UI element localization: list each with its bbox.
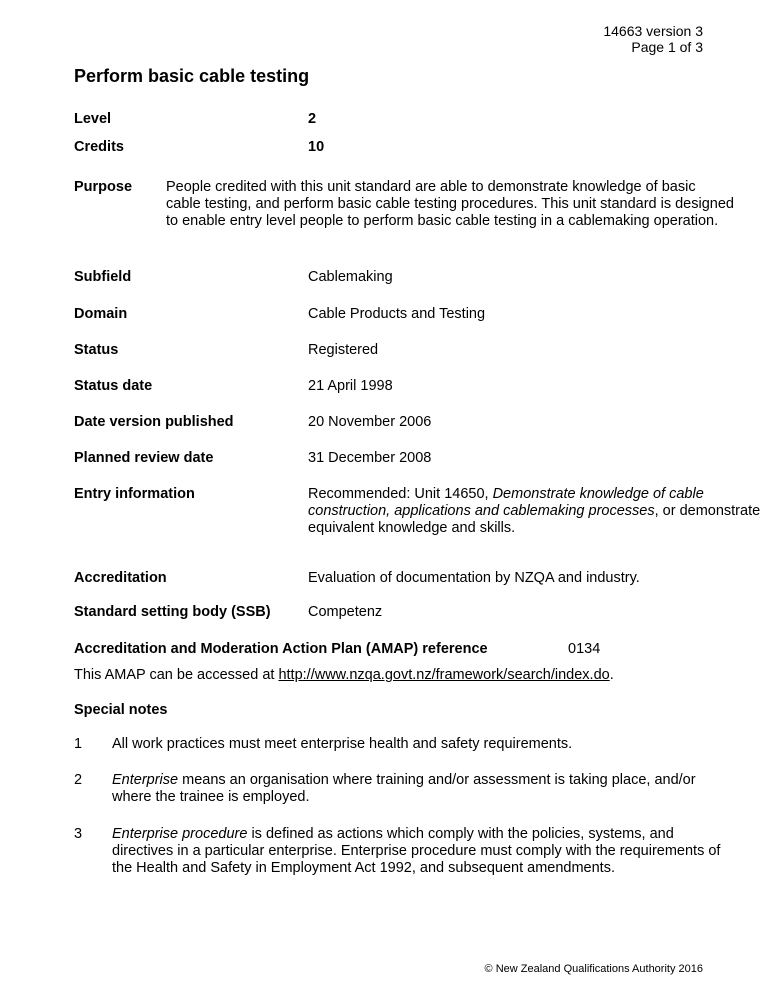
field-label: Domain: [74, 306, 128, 322]
field-value: 21 April 1998: [308, 378, 393, 394]
field-value: Competenz: [308, 604, 383, 620]
field-value: Evaluation of documentation by NZQA and industry.: [308, 570, 640, 586]
amap-link[interactable]: http://www.nzqa.govt.nz/framework/search/index.do: [278, 667, 610, 683]
field-label: Accreditation: [74, 570, 167, 586]
field-label: Date version published: [74, 414, 234, 430]
amap-access-line: [74, 667, 714, 684]
field-value: 2: [308, 111, 317, 127]
field-label: Planned review date: [74, 450, 214, 466]
page-header: [603, 23, 703, 55]
field-label: Level: [74, 111, 112, 127]
copyright-footer: © New Zealand Qualifications Authority 2016: [484, 963, 703, 975]
note-body: means an organisation where training and/or assessment is taking place, and/or where the trainee is employed.: [112, 772, 696, 805]
amap-access-prefix: This AMAP can be accessed at: [74, 667, 279, 683]
note-number: 3: [74, 826, 83, 842]
entry-suffix: , or demonstrate equivalent knowledge and skills.: [308, 503, 761, 536]
field-label: Status: [74, 342, 119, 358]
field-label: Credits: [74, 139, 124, 155]
entry-unit-title: Demonstrate knowledge of cable construction, applications and cablemaking processes: [308, 486, 704, 519]
version-label: 14663 version 3: [603, 23, 703, 39]
note-term: Enterprise: [112, 772, 179, 788]
field-value: 20 November 2006: [308, 414, 432, 430]
field-value: 10: [308, 139, 325, 155]
page-number: Page 1 of 3: [631, 39, 703, 55]
field-label: Standard setting body (SSB): [74, 604, 271, 620]
field-label: Entry information: [74, 486, 195, 502]
field-label: Purpose: [74, 179, 133, 195]
amap-label: Accreditation and Moderation Action Plan (AMAP) reference: [74, 641, 488, 657]
note-number: 2: [74, 772, 83, 788]
field-value: People credited with this unit standard are able to demonstrate knowledge of basic cable testing, and perform basic cable testing procedures. This unit standard is designed to enable entry level people to perform basic cable testing in a cablemaking operation.: [166, 179, 734, 229]
field-label: Subfield: [74, 269, 132, 285]
page-title: Perform basic cable testing: [74, 66, 310, 86]
field-value: [308, 486, 768, 537]
note-text: All work practices must meet enterprise health and safety requirements.: [112, 736, 573, 752]
field-value: 31 December 2008: [308, 450, 432, 466]
field-value: Registered: [308, 342, 379, 358]
special-notes-heading: Special notes: [74, 702, 168, 718]
amap-access-suffix: .: [609, 667, 614, 683]
note-text: [112, 772, 722, 806]
entry-prefix: Recommended: Unit 14650,: [308, 486, 493, 502]
note-term: Enterprise procedure: [112, 826, 248, 842]
field-label: Status date: [74, 378, 153, 394]
field-value: Cable Products and Testing: [308, 306, 486, 322]
note-number: 1: [74, 736, 83, 752]
note-body: is defined as actions which comply with the policies, systems, and directives in a particular enterprise. Enterprise procedure must comply with the requirements of the Health and Safety in Employment Act 1992, and subsequent amendments.: [112, 826, 721, 876]
amap-value: 0134: [568, 641, 601, 657]
field-value: Cablemaking: [308, 269, 393, 285]
note-text: [112, 826, 722, 877]
